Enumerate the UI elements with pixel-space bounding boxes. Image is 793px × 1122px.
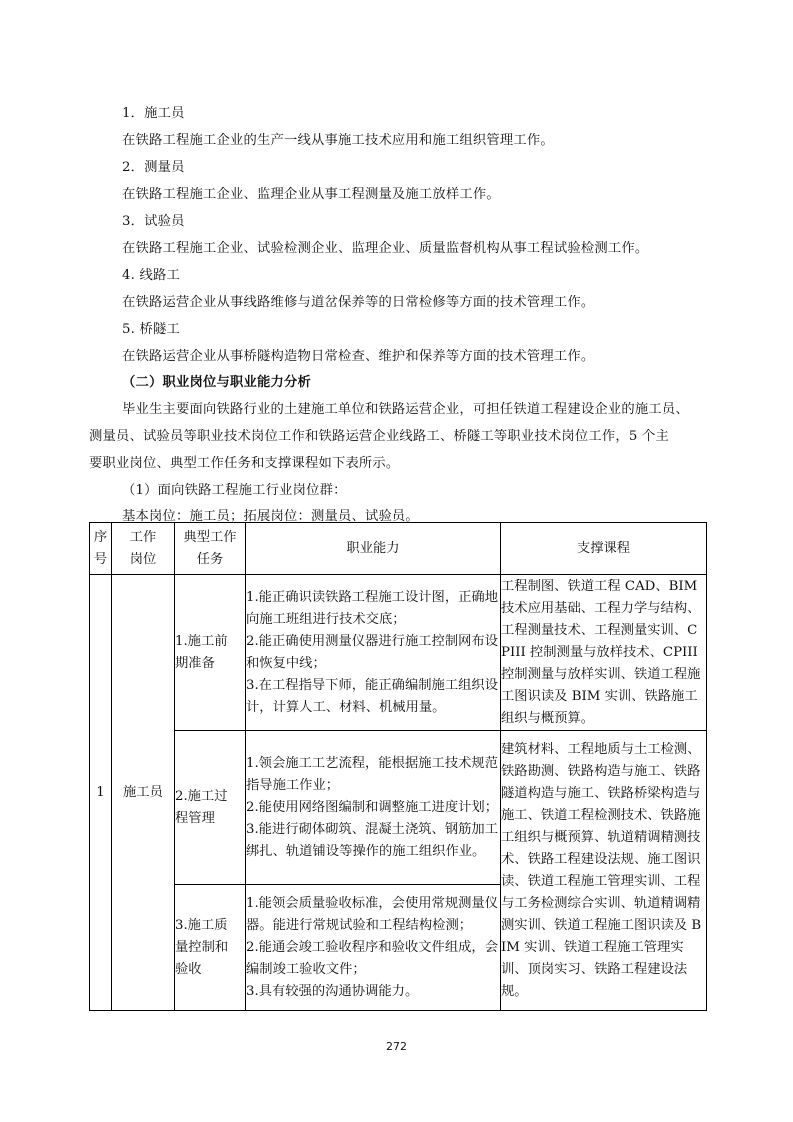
basic-posts: 基本岗位：施工员；拓展岗位：测量员、试验员。 bbox=[122, 509, 419, 524]
header-ability: 职业能力 bbox=[246, 523, 501, 575]
task-2-ability: 1.领会施工工艺流程，能根据施工技术规范指导施工作业； 2.能使用网络图编制和调整施工进度计划； 3.能进行砌体砌筑、混凝土浇筑、钢筋加工绑扎、轨道铺设等操作的施工组织作业。 bbox=[246, 731, 501, 885]
intro-line-3: 要职业岗位、典型工作任务和支撑课程如下表所示。 bbox=[89, 456, 400, 471]
group-heading: （1）面向铁路工程施工行业岗位群： bbox=[122, 483, 347, 498]
intro-line-2: 测量员、试验员等职业技术岗位工作和铁路运营企业线路工、桥隧工等职业技术岗位工作，5 个主 bbox=[89, 429, 669, 444]
role-1-title: 1．施工员 bbox=[122, 106, 185, 121]
role-4-desc: 在铁路运营企业从事线路维修与道岔保养等的日常检修等方面的技术管理工作。 bbox=[122, 295, 595, 310]
task-3-ability: 1.能领会质量验收标准，会使用常规测量仪器。能进行常规试验和工程结构检测； 2.能通会竣工验收程序和验收文件组成，会编制竣工验收文件； 3.具有较强的沟通协调能力。 bbox=[246, 885, 501, 1011]
role-2-title: 2．测量员 bbox=[122, 160, 185, 175]
section-heading: （二）职业岗位与职业能力分析 bbox=[122, 375, 311, 390]
task-3-name: 3.施工质 量控制和 验收 bbox=[175, 885, 246, 1011]
table-row bbox=[90, 575, 707, 731]
role-5-title: 5. 桥隧工 bbox=[122, 322, 181, 337]
role-3-desc: 在铁路工程施工企业、试验检测企业、监理企业、质量监督机构从事工程试验检测工作。 bbox=[122, 241, 649, 256]
header-task: 典型工作 任务 bbox=[175, 523, 246, 575]
header-post: 工作 岗位 bbox=[112, 523, 175, 575]
header-seq: 序 号 bbox=[90, 523, 112, 575]
row-seq: 1 bbox=[90, 575, 112, 1011]
courses-group-1: 工程制图、铁道工程 CAD、BIM 技术应用基础、工程力学与结构、工程测量技术、工程测量实训、CPIII 控制测量与放样技术、CPIII 控制测量与放样实训、铁道工程施工图识读及 BIM 实训、铁路施工组织与概预算。 bbox=[501, 575, 707, 731]
row-post: 施工员 bbox=[112, 575, 175, 1011]
role-3-title: 3．试验员 bbox=[122, 214, 185, 229]
intro-line-1: 毕业生主要面向铁路行业的土建施工单位和铁路运营企业，可担任铁道工程建设企业的施工员、 bbox=[122, 402, 689, 417]
table-header-row bbox=[90, 523, 707, 575]
task-1-ability: 1.能正确识读铁路工程施工设计图，正确地向施工班组进行技术交底； 2.能正确使用测量仪器进行施工控制网布设和恢复中线； 3.在工程指导下师，能正确编制施工组织设计，计算人工、材料、机械用量。 bbox=[246, 575, 501, 731]
header-courses: 支撑课程 bbox=[501, 523, 707, 575]
table-row bbox=[90, 731, 707, 885]
role-5-desc: 在铁路运营企业从事桥隧构造物日常检查、维护和保养等方面的技术管理工作。 bbox=[122, 349, 595, 364]
role-1-desc: 在铁路工程施工企业的生产一线从事施工技术应用和施工组织管理工作。 bbox=[122, 133, 554, 148]
courses-group-2: 建筑材料、工程地质与土工检测、铁路勘测、铁路构造与施工、铁路隧道构造与施工、铁路桥梁构造与施工、铁道工程检测技术、铁路施工组织与概预算、轨道精调精测技术、铁路工程建设法规、施工图识读、铁道工程施工管理实训、工程与工务检测综合实训、轨道精调精测实训、铁道工程施工图识读及 BIM 实训、铁道工程施工管理实训、顶岗实习、铁路工程建设法规。 bbox=[501, 731, 707, 1011]
task-1-name: 1.施工前 期准备 bbox=[175, 575, 246, 731]
job-table bbox=[89, 522, 707, 1011]
task-2-name: 2.施工过 程管理 bbox=[175, 731, 246, 885]
page-number: 272 bbox=[386, 1040, 407, 1053]
role-2-desc: 在铁路工程施工企业、监理企业从事工程测量及施工放样工作。 bbox=[122, 187, 500, 202]
role-4-title: 4. 线路工 bbox=[122, 268, 181, 283]
